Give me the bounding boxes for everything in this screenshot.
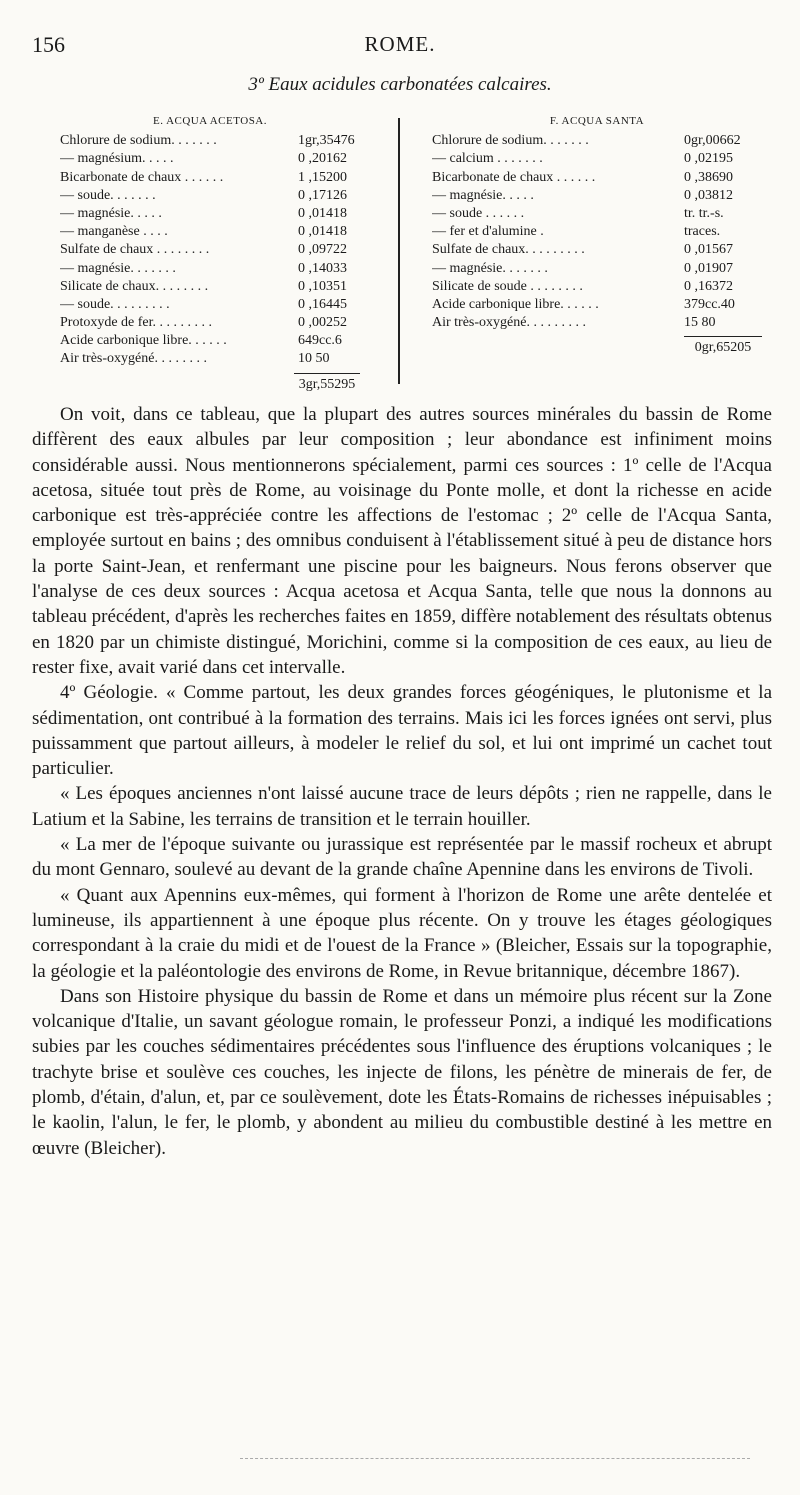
paragraph: « Les époques anciennes n'ont laissé aucune trace de leurs dépôts ; rien ne rappelle, dans le Latium et la Sabine, les terrains de transition et le terrain houiller. [32, 783, 772, 830]
table-row: Acide carbonique libre. . . . . . 649cc.6 [60, 333, 342, 349]
table-heading: E. ACQUA ACETOSA. [152, 115, 268, 127]
table-row: Silicate de chaux. . . . . . . . 0 ,10351 [60, 278, 347, 294]
table-row: Chlorure de sodium. . . . . . . 0gr,00662 [432, 133, 741, 149]
table-row: Air très-oxygéné. . . . . . . . . 15 80 [432, 315, 716, 331]
bottom-rule [240, 1458, 750, 1459]
table-row: Acide carbonique libre. . . . . . 379cc.40 [432, 296, 735, 312]
table-rows [60, 132, 360, 368]
table-rows [432, 132, 762, 332]
paragraph: Dans son Histoire physique du bassin de Rome et dans un mémoire plus récent sur la Zone volcanique d'Italie, un savant géologue romain, le professeur Ponzi, a indiqué les modifications subies par les couches sédimentaires précédentes sous l'influence des éruptions volcaniques ; le trachyte brise et soulève ces couches, les injecte de filons, les pénètre de minerais de fer, de plomb, d'étain, d'alun, et, par ce soulèvement, dote les États-Romains de richesses inépuisables ; le kaolin, l'alun, le fer, le plomb, y abondent au milieu du combustible destiné à les mettre en œuvre (Bleicher). [32, 985, 772, 1159]
table-row: — magnésie. . . . . 0 ,03812 [432, 187, 733, 203]
table-row: — soude. . . . . . . . . 0 ,16445 [60, 296, 347, 312]
body-text [32, 402, 772, 1161]
page-number: 156 [32, 32, 65, 57]
table-row: Bicarbonate de chaux . . . . . . 1 ,15200 [60, 169, 347, 185]
table-row: Protoxyde de fer. . . . . . . . . 0 ,00252 [60, 315, 347, 331]
table-row: — magnésie. . . . . . . 0 ,01907 [432, 260, 733, 276]
table-row: — soude. . . . . . . 0 ,17126 [60, 187, 347, 203]
table-acqua-acetosa [60, 112, 360, 394]
table-row: — magnésie. . . . . 0 ,01418 [60, 205, 347, 221]
column-divider [398, 118, 400, 384]
table-row: Bicarbonate de chaux . . . . . . 0 ,38690 [432, 169, 733, 185]
paragraph: 4º Géologie. « Comme partout, les deux grandes forces géogéniques, le plutonisme et la sédimentation, ont contribué à la formation des terrains. Mais ici les forces ignées ont servi, plus puissamment que partout ailleurs, à modeler le relief du sol, et lui ont imprimé un cachet tout particulier. [32, 682, 772, 780]
table-row: Air très-oxygéné. . . . . . . . 10 50 [60, 351, 330, 367]
table-row: — calcium . . . . . . . 0 ,02195 [432, 151, 733, 167]
section-title: 3º Eaux acidules carbonatées calcaires. [248, 74, 552, 95]
table-heading: F. ACQUA SANTA [549, 115, 645, 127]
table-row: — soude . . . . . . tr. tr.-s. [432, 205, 724, 221]
paragraph: On voit, dans ce tableau, que la plupart des autres sources minérales du bassin de Rome diffèrent des eaux albules par leur composition ; leur abondance est infiniment moins considérable aussi. Nous mentionnerons spécialement, parmi ces sources : 1º celle de l'Acqua acetosa, située tout près de Rome, au voisinage du Ponte molle, et dont la richesse en acide carbonique est très-appréciée contre les affections de l'estomac ; 2º celle de l'Acqua Santa, employée surtout en bains ; des omnibus conduisent à l'établissement situé à peu de distance hors la porte Saint-Jean, et renfermant une piscine pour les baigneurs. Nous ferons observer que l'analyse de ces deux sources : Acqua acetosa et Acqua Santa, telle que nous la donnons au tableau précédent, d'après les recherches faites en 1859, diffère notablement des résultats obtenus en 1820 par un chimiste distingué, Morichini, comme si la composition de ces eaux, au lieu de rester fixe, avait varié dans cet intervalle. [32, 404, 772, 678]
table-row: — manganèse . . . . 0 ,01418 [60, 224, 347, 240]
table-total: 0gr,65205 [432, 336, 762, 357]
table-acqua-santa [432, 112, 762, 357]
table-row: — magnésium. . . . . 0 ,20162 [60, 151, 347, 167]
table-row: Sulfate de chaux . . . . . . . . 0 ,09722 [60, 242, 347, 258]
table-row: Sulfate de chaux. . . . . . . . . 0 ,01567 [432, 242, 733, 258]
paragraph: « La mer de l'époque suivante ou jurassique est représentée par le massif rocheux et abrupt du mont Gennaro, soulevé au devant de la grande chaîne Apennine dans les environs de Tivoli. [32, 834, 772, 881]
table-row: — fer et d'alumine . traces. [432, 224, 721, 240]
table-row: Chlorure de sodium. . . . . . . 1gr,35476 [60, 133, 355, 149]
paragraph: « Quant aux Apennins eux-mêmes, qui forment à l'horizon de Rome une arête dentelée et lumineuse, ils appartiennent à une époque plus récente. On y trouve les étages géologiques correspondant à la craie du midi et de l'ouest de la France » (Bleicher, Essais sur la topographie, la géologie et la paléontologie des environs de Rome, in Revue britannique, décembre 1867). [32, 884, 772, 982]
table-row: — magnésie. . . . . . . 0 ,14033 [60, 260, 347, 276]
table-total: 3gr,55295 [60, 373, 360, 394]
table-row: Silicate de soude . . . . . . . . 0 ,16372 [432, 278, 733, 294]
running-title: ROME. [364, 32, 436, 56]
